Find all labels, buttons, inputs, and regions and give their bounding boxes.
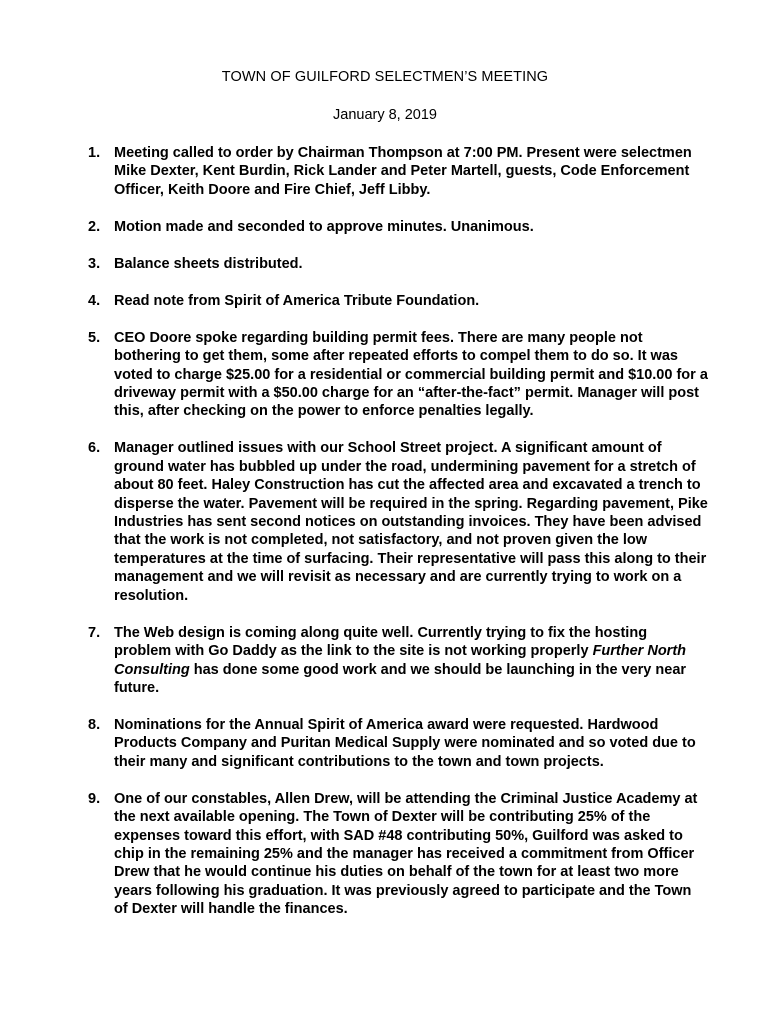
minutes-item [88, 144, 708, 199]
item-text: One of our constables, Allen Drew, will be attending the Criminal Justice Academy at the next available opening. The Town of Dexter will be contributing 25% of the expenses toward this effort, with SAD #48 contributing 50%, Guilford was asked to chip in the remaining 25% and the manager has received a commitment from Officer Drew that he would continue his duties on behalf of the town for at least two more years following his graduation. It was previously agreed to participate and the Town of Dexter will handle the finances. [114, 790, 698, 918]
item-text-after: has done some good work and we should be launching in the very near future. [114, 661, 687, 696]
item-text: Read note from Spirit of America Tribute Foundation. [114, 292, 480, 309]
minutes-item [88, 716, 708, 771]
meeting-date: January 8, 2019 [333, 107, 437, 123]
item-text-before: The Web design is coming along quite well. Currently trying to fix the hosting problem with Go Daddy as the link to the site is not working properly [114, 624, 648, 660]
item-number: 7. [88, 624, 101, 641]
minutes-item [88, 790, 708, 919]
item-number: 5. [88, 329, 101, 346]
item-number: 1. [88, 145, 101, 161]
item-number: 9. [88, 790, 101, 807]
item-text: Balance sheets distributed. [114, 255, 303, 272]
item-number: 2. [88, 218, 101, 235]
item-number: 3. [88, 255, 101, 272]
minutes-item [88, 292, 708, 310]
item-text: Nominations for the Annual Spirit of America award were requested. Hardwood Products Company and Puritan Medical Supply were nominated and so voted due to their many and significant contributions to the town and town projects. [114, 716, 696, 770]
item-text: Motion made and seconded to approve minutes. Unanimous. [114, 218, 534, 235]
minutes-item [88, 255, 708, 273]
item-number: 6. [88, 440, 101, 457]
document-title: TOWN OF GUILFORD SELECTMEN’S MEETING [221, 69, 549, 85]
minutes-list [88, 144, 708, 937]
minutes-item [88, 218, 708, 236]
item-number: 8. [88, 716, 101, 733]
item-number: 4. [88, 292, 101, 309]
item-text: Meeting called to order by Chairman Thompson at 7:00 PM. Present were selectmen Mike Dexter, Kent Burdin, Rick Lander and Peter Martell, guests, Code Enforcement Officer, Keith Doore and Fire Chief, Jeff Libby. [114, 145, 692, 198]
item-text-italic: Further North Consulting [114, 643, 686, 678]
minutes-item [88, 329, 708, 421]
minutes-item [88, 439, 708, 605]
item-text: CEO Doore spoke regarding building permit fees. There are many people not bothering to get them, some after repeated efforts to compel them to do so. It was voted to charge $25.00 for a residential or commercial building permit and $10.00 for a driveway permit with a $50.00 charge for an “after-the-fact” permit. Manager will post this, after checking on the power to enforce penalties legally. [114, 329, 708, 420]
item-text: Manager outlined issues with our School Street project. A significant amount of ground water has bubbled up under the road, undermining pavement for a stretch of about 80 feet. Haley Construction has cut the affected area and excavated a trench to disperse the water. Pavement will be required in the spring. Regarding pavement, Pike Industries has sent second notices on outstanding invoices. They have been advised that the work is not completed, not satisfactory, and not proven given the low temperatures at the time of surfacing. Their representative will pass this along to their management and we will revisit as necessary and are currently trying to work on a resolution. [114, 440, 708, 604]
minutes-item [88, 624, 708, 698]
